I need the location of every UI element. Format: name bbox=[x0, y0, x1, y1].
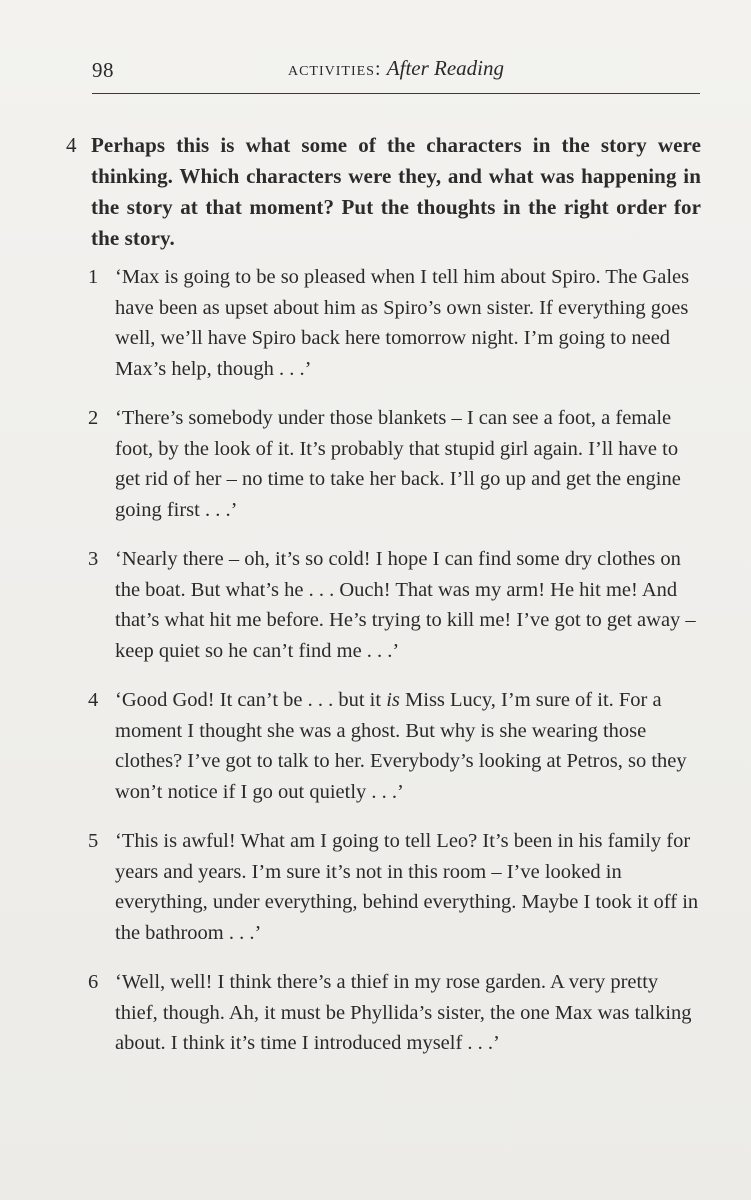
item-text: ‘This is awful! What am I going to tell Leo? It’s been in his family for years and years. I’m sure it’s not in this room – I’ve looked in everything, under everything, behind everything. Maybe I took it off in the bathroom . . .’ bbox=[115, 830, 699, 944]
item-text: ‘Well, well! I think there’s a thief in my rose garden. A very pretty thief, though. Ah, it must be Phyllida’s sister, the one Max was talking about. I think it’s time I introduced myself . . .’ bbox=[115, 971, 692, 1054]
item-text-part: ‘Good God! It can’t be . . . but it bbox=[115, 689, 387, 711]
item-text bbox=[115, 685, 705, 807]
question-4 bbox=[66, 130, 706, 254]
thought-list bbox=[88, 262, 708, 1078]
item-text: ‘Nearly there – oh, it’s so cold! I hope I can find some dry clothes on the boat. But what’s he . . . Ouch! That was my arm! He hit me! And that’s what hit me before. He’s trying to kill me! I’ve got to get away – keep quiet so he can’t find me . . .’ bbox=[115, 548, 696, 662]
item-number: 3 bbox=[88, 548, 99, 570]
question-prompt: Perhaps this is what some of the characters in the story were thinking. Which characters were they, and what was happening in the story at that moment? Put the thoughts in the right order for the story. bbox=[91, 133, 701, 250]
running-head bbox=[92, 56, 700, 81]
page-header bbox=[92, 56, 700, 84]
list-item bbox=[88, 403, 708, 525]
item-text: ‘There’s somebody under those blankets – I can see a foot, a female foot, by the look of it. It’s probably that stupid girl again. I’ll have to get rid of her – no time to take her back. I’ll go up and get the engine going first . . .’ bbox=[115, 407, 681, 521]
list-item bbox=[88, 826, 708, 948]
list-item bbox=[88, 685, 708, 807]
item-text: ‘Max is going to be so pleased when I tell him about Spiro. The Gales have been as upset about him as Spiro’s own sister. If everything goes well, we’ll have Spiro back here tomorrow night. I’m going to need Max’s help, though . . .’ bbox=[115, 266, 690, 380]
item-text-part: Miss Lucy, I’m sure of it. For a moment I thought she was a ghost. But why is she wearing those clothes? I’ve got to talk to her. Everybody’s looking at Petros, so they won’t notice if I go out quietly . . .’ bbox=[115, 689, 687, 803]
page-number: 98 bbox=[92, 58, 114, 82]
item-text-emphasis: is bbox=[386, 689, 400, 711]
item-number: 4 bbox=[88, 689, 99, 711]
list-item bbox=[88, 262, 708, 384]
running-head-section: activities: bbox=[287, 58, 382, 80]
item-number: 2 bbox=[88, 407, 99, 429]
item-number: 6 bbox=[88, 971, 99, 993]
header-rule bbox=[92, 93, 700, 94]
running-head-subtitle: After Reading bbox=[386, 56, 505, 80]
item-number: 5 bbox=[88, 830, 99, 852]
item-number: 1 bbox=[88, 266, 99, 288]
list-item bbox=[88, 544, 708, 666]
question-number: 4 bbox=[66, 133, 77, 157]
list-item bbox=[88, 967, 708, 1059]
